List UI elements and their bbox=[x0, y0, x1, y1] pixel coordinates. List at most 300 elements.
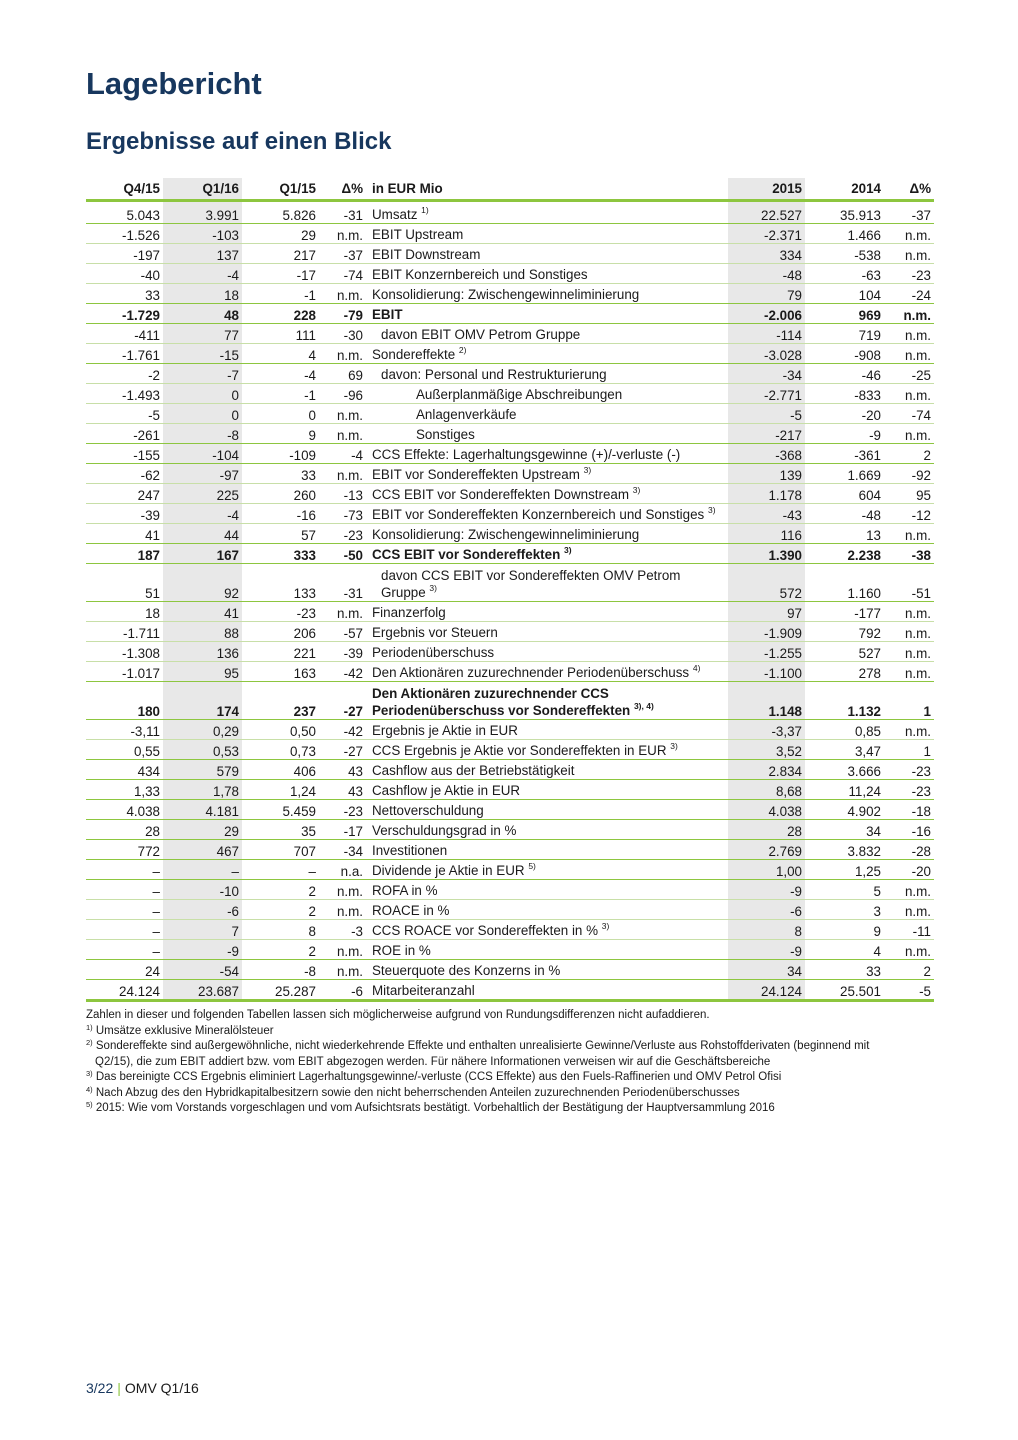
cell-delta-year: 1 bbox=[884, 682, 934, 720]
row-label bbox=[366, 344, 728, 364]
cell-delta-quarter: 69 bbox=[319, 364, 366, 384]
cell-q1-15: -4 bbox=[242, 364, 319, 384]
row-label bbox=[366, 800, 728, 820]
cell-delta-quarter: n.m. bbox=[319, 344, 366, 364]
cell-q4-15: -1.761 bbox=[86, 344, 163, 364]
row-label-text: Außerplanmäßige Abschreibungen bbox=[416, 387, 623, 402]
cell-2014: -48 bbox=[805, 504, 884, 524]
cell-2015: 1.390 bbox=[728, 544, 805, 564]
cell-2014: -9 bbox=[805, 424, 884, 444]
footnote-marker: 2) bbox=[458, 345, 467, 355]
cell-2014: 1.160 bbox=[805, 564, 884, 602]
cell-q4-15: -1.493 bbox=[86, 384, 163, 404]
cell-delta-year: -18 bbox=[884, 800, 934, 820]
cell-2014: 11,24 bbox=[805, 780, 884, 800]
cell-q1-15: 33 bbox=[242, 464, 319, 484]
cell-2015: -2.006 bbox=[728, 304, 805, 324]
row-label bbox=[366, 840, 728, 860]
footnote bbox=[86, 1070, 946, 1086]
row-label-text: Ergebnis vor Steuern bbox=[372, 625, 498, 640]
cell-q4-15: 28 bbox=[86, 820, 163, 840]
footnote-marker: 3) bbox=[563, 545, 572, 555]
cell-2015: 2.834 bbox=[728, 760, 805, 780]
row-label-text: EBIT bbox=[372, 307, 403, 322]
cell-q1-15: 4 bbox=[242, 344, 319, 364]
cell-delta-quarter: n.m. bbox=[319, 880, 366, 900]
table-row bbox=[86, 284, 934, 304]
cell-delta-quarter: -96 bbox=[319, 384, 366, 404]
table-row bbox=[86, 344, 934, 364]
cell-delta-year: n.m. bbox=[884, 224, 934, 244]
column-header: 2014 bbox=[805, 178, 884, 201]
table-row bbox=[86, 384, 934, 404]
cell-2015: -3.028 bbox=[728, 344, 805, 364]
footer-separator: | bbox=[117, 1380, 121, 1396]
cell-q1-16: – bbox=[163, 860, 242, 880]
cell-delta-year: -23 bbox=[884, 760, 934, 780]
cell-2015: -114 bbox=[728, 324, 805, 344]
row-label bbox=[366, 404, 728, 424]
row-label-text: ROFA in % bbox=[372, 883, 438, 898]
cell-delta-quarter: n.m. bbox=[319, 424, 366, 444]
row-label-text: Investitionen bbox=[372, 843, 448, 858]
row-label-text: CCS Effekte: Lagerhaltungsgewinne (+)/-verluste (-) bbox=[372, 447, 681, 462]
cell-2014: 1.466 bbox=[805, 224, 884, 244]
cell-q1-16: 0 bbox=[163, 404, 242, 424]
cell-delta-year: -11 bbox=[884, 920, 934, 940]
cell-q1-16: 167 bbox=[163, 544, 242, 564]
results-table-container bbox=[86, 178, 934, 1002]
cell-delta-year: -92 bbox=[884, 464, 934, 484]
cell-q1-15: -17 bbox=[242, 264, 319, 284]
cell-2014: 1,25 bbox=[805, 860, 884, 880]
cell-2014: 278 bbox=[805, 662, 884, 682]
cell-delta-quarter: -3 bbox=[319, 920, 366, 940]
table-row bbox=[86, 920, 934, 940]
cell-q4-15: 41 bbox=[86, 524, 163, 544]
cell-q1-16: 4.181 bbox=[163, 800, 242, 820]
cell-q1-15: -109 bbox=[242, 444, 319, 464]
table-row bbox=[86, 444, 934, 464]
row-label bbox=[366, 820, 728, 840]
page-footer bbox=[86, 1380, 199, 1396]
cell-q1-16: 579 bbox=[163, 760, 242, 780]
cell-q4-15: 5.043 bbox=[86, 201, 163, 224]
cell-2014: 527 bbox=[805, 642, 884, 662]
cell-q4-15: -2 bbox=[86, 364, 163, 384]
cell-delta-quarter: -31 bbox=[319, 564, 366, 602]
cell-2015: -2.371 bbox=[728, 224, 805, 244]
cell-q1-15: 237 bbox=[242, 682, 319, 720]
cell-q1-15: 2 bbox=[242, 880, 319, 900]
cell-delta-quarter: n.m. bbox=[319, 900, 366, 920]
row-label-text: Ergebnis je Aktie in EUR bbox=[372, 723, 518, 738]
cell-q1-15: 228 bbox=[242, 304, 319, 324]
cell-q1-15: 5.459 bbox=[242, 800, 319, 820]
row-label bbox=[366, 860, 728, 880]
row-label-text: Periodenüberschuss bbox=[372, 645, 495, 660]
row-label-text: EBIT vor Sondereffekten Konzernbereich und Sonstiges bbox=[372, 507, 705, 522]
table-row bbox=[86, 424, 934, 444]
cell-q4-15: -261 bbox=[86, 424, 163, 444]
table-row bbox=[86, 780, 934, 800]
cell-q1-15: 206 bbox=[242, 622, 319, 642]
cell-2015: 79 bbox=[728, 284, 805, 304]
row-label bbox=[366, 980, 728, 1001]
row-label-text: Den Aktionären zuzurechnender Periodenüberschuss bbox=[372, 665, 690, 680]
cell-2014: -833 bbox=[805, 384, 884, 404]
cell-q1-15: 8 bbox=[242, 920, 319, 940]
footnote-marker: 3) bbox=[670, 741, 678, 751]
cell-delta-quarter: n.m. bbox=[319, 224, 366, 244]
cell-2015: -2.771 bbox=[728, 384, 805, 404]
cell-2015: 1.148 bbox=[728, 682, 805, 720]
cell-q4-15: 18 bbox=[86, 602, 163, 622]
table-row bbox=[86, 960, 934, 980]
cell-q1-16: -7 bbox=[163, 364, 242, 384]
footnote-marker: 5) bbox=[528, 861, 536, 871]
footnote-number: 2) bbox=[86, 1038, 93, 1047]
cell-q1-16: 0 bbox=[163, 384, 242, 404]
table-row bbox=[86, 564, 934, 602]
column-header: Δ% bbox=[884, 178, 934, 201]
row-label-text: ROE in % bbox=[372, 943, 431, 958]
footnote-text: Q2/15), die zum EBIT addiert bzw. vom EBIT abgezogen werden. Für nähere Informationen verweisen wir auf die Geschäftsbereiche bbox=[95, 1055, 771, 1068]
footnote bbox=[86, 1055, 946, 1071]
footnote-text: 2015: Wie vom Vorstands vorgeschlagen und vom Aufsichtsrats bestätigt. Vorbehaltlich der Bestätigung der Hauptversammlung 2016 bbox=[95, 1102, 775, 1114]
footnote-marker: 3), 4) bbox=[633, 701, 654, 711]
cell-2014: -20 bbox=[805, 404, 884, 424]
cell-q4-15: -40 bbox=[86, 264, 163, 284]
cell-q1-15: 35 bbox=[242, 820, 319, 840]
row-label-text: davon CCS EBIT vor Sondereffekten OMV Petrom Gruppe bbox=[381, 568, 681, 600]
row-label bbox=[366, 960, 728, 980]
cell-q1-15: 29 bbox=[242, 224, 319, 244]
row-label bbox=[366, 524, 728, 544]
footnote-number: 1) bbox=[86, 1022, 93, 1032]
column-header: Q4/15 bbox=[86, 178, 163, 201]
row-label-text: CCS Ergebnis je Aktie vor Sondereffekten in EUR bbox=[372, 743, 667, 758]
cell-q1-15: -8 bbox=[242, 960, 319, 980]
row-label-text: Konsolidierung: Zwischengewinneliminierung bbox=[372, 287, 640, 302]
row-label bbox=[366, 384, 728, 404]
cell-q1-15: -16 bbox=[242, 504, 319, 524]
cell-2014: -46 bbox=[805, 364, 884, 384]
table-row bbox=[86, 622, 934, 642]
cell-q4-15: -1.017 bbox=[86, 662, 163, 682]
cell-q1-16: 137 bbox=[163, 244, 242, 264]
footnote bbox=[86, 1086, 946, 1102]
cell-2014: 104 bbox=[805, 284, 884, 304]
row-label-text: Mitarbeiteranzahl bbox=[372, 983, 475, 998]
cell-q4-15: – bbox=[86, 880, 163, 900]
row-label bbox=[366, 622, 728, 642]
cell-2015: 28 bbox=[728, 820, 805, 840]
row-label-text: davon EBIT OMV Petrom Gruppe bbox=[381, 327, 581, 342]
cell-q4-15: 434 bbox=[86, 760, 163, 780]
cell-delta-quarter: -50 bbox=[319, 544, 366, 564]
cell-q4-15: 24 bbox=[86, 960, 163, 980]
cell-q1-15: 133 bbox=[242, 564, 319, 602]
row-label bbox=[366, 760, 728, 780]
cell-q4-15: -5 bbox=[86, 404, 163, 424]
cell-2014: 1.132 bbox=[805, 682, 884, 720]
row-label bbox=[366, 780, 728, 800]
table-row bbox=[86, 464, 934, 484]
footnote-number: 3) bbox=[86, 1069, 93, 1078]
cell-delta-quarter: -39 bbox=[319, 642, 366, 662]
table-row bbox=[86, 740, 934, 760]
cell-q4-15: -197 bbox=[86, 244, 163, 264]
cell-delta-year: n.m. bbox=[884, 642, 934, 662]
table-row bbox=[86, 860, 934, 880]
cell-delta-quarter: -57 bbox=[319, 622, 366, 642]
cell-2015: 116 bbox=[728, 524, 805, 544]
cell-delta-year: n.m. bbox=[884, 424, 934, 444]
cell-delta-quarter: -6 bbox=[319, 980, 366, 1001]
cell-delta-year: -23 bbox=[884, 780, 934, 800]
cell-delta-quarter: -37 bbox=[319, 244, 366, 264]
footnote-text: Umsätze exklusive Mineralölsteuer bbox=[95, 1024, 274, 1037]
row-label bbox=[366, 900, 728, 920]
cell-delta-quarter: -23 bbox=[319, 524, 366, 544]
cell-q1-16: 136 bbox=[163, 642, 242, 662]
row-label-text: Cashflow je Aktie in EUR bbox=[372, 783, 521, 798]
row-label bbox=[366, 424, 728, 444]
cell-q1-16: 174 bbox=[163, 682, 242, 720]
table-row bbox=[86, 364, 934, 384]
row-label-text: Verschuldungsgrad in % bbox=[372, 823, 517, 838]
row-label bbox=[366, 464, 728, 484]
table-row bbox=[86, 304, 934, 324]
cell-delta-year: -23 bbox=[884, 264, 934, 284]
cell-delta-quarter: -34 bbox=[319, 840, 366, 860]
cell-delta-year: n.m. bbox=[884, 344, 934, 364]
cell-delta-quarter: n.m. bbox=[319, 464, 366, 484]
footnote-marker: 3) bbox=[707, 505, 716, 515]
cell-2014: 3.666 bbox=[805, 760, 884, 780]
row-label-text: EBIT Upstream bbox=[372, 227, 464, 242]
cell-delta-quarter: n.m. bbox=[319, 960, 366, 980]
cell-2014: 5 bbox=[805, 880, 884, 900]
row-label bbox=[366, 682, 728, 720]
row-label bbox=[366, 284, 728, 304]
cell-2015: -1.255 bbox=[728, 642, 805, 662]
cell-delta-year: 95 bbox=[884, 484, 934, 504]
cell-delta-quarter: -31 bbox=[319, 201, 366, 224]
column-header: Q1/15 bbox=[242, 178, 319, 201]
cell-q4-15: 772 bbox=[86, 840, 163, 860]
table-row bbox=[86, 662, 934, 682]
row-label-text: Den Aktionären zuzurechnender CCS Periodenüberschuss vor Sondereffekten bbox=[372, 686, 631, 718]
cell-q1-15: -23 bbox=[242, 602, 319, 622]
footnote-text: Zahlen in dieser und folgenden Tabellen lassen sich möglicherweise aufgrund von Rundungsdifferenzen nicht aufaddieren. bbox=[86, 1009, 710, 1021]
row-label-text: Sonstiges bbox=[416, 427, 475, 442]
cell-2015: -9 bbox=[728, 880, 805, 900]
cell-q1-15: -1 bbox=[242, 384, 319, 404]
cell-q1-16: -104 bbox=[163, 444, 242, 464]
cell-2015: -43 bbox=[728, 504, 805, 524]
cell-delta-year: 2 bbox=[884, 444, 934, 464]
cell-q1-15: 221 bbox=[242, 642, 319, 662]
row-label bbox=[366, 244, 728, 264]
cell-delta-year: -51 bbox=[884, 564, 934, 602]
cell-q4-15: – bbox=[86, 940, 163, 960]
footnote bbox=[86, 1008, 946, 1024]
row-label-text: CCS EBIT vor Sondereffekten bbox=[372, 547, 561, 562]
cell-2014: 9 bbox=[805, 920, 884, 940]
cell-2015: -3,37 bbox=[728, 720, 805, 740]
footnote-marker: 4) bbox=[692, 663, 701, 673]
row-label bbox=[366, 444, 728, 464]
cell-q1-15: 260 bbox=[242, 484, 319, 504]
cell-2015: -368 bbox=[728, 444, 805, 464]
cell-delta-year: n.m. bbox=[884, 662, 934, 682]
cell-delta-year: n.m. bbox=[884, 384, 934, 404]
row-label-text: Finanzerfolg bbox=[372, 605, 446, 620]
cell-q1-16: 88 bbox=[163, 622, 242, 642]
cell-2015: 1.178 bbox=[728, 484, 805, 504]
cell-delta-year: n.m. bbox=[884, 940, 934, 960]
table-row bbox=[86, 484, 934, 504]
cell-q1-16: 44 bbox=[163, 524, 242, 544]
cell-2014: -361 bbox=[805, 444, 884, 464]
cell-q1-15: 5.826 bbox=[242, 201, 319, 224]
row-label bbox=[366, 264, 728, 284]
cell-2014: 34 bbox=[805, 820, 884, 840]
cell-q4-15: 33 bbox=[86, 284, 163, 304]
cell-delta-year: -38 bbox=[884, 544, 934, 564]
table-row bbox=[86, 760, 934, 780]
cell-2015: 3,52 bbox=[728, 740, 805, 760]
cell-q1-16: -10 bbox=[163, 880, 242, 900]
cell-q1-16: 48 bbox=[163, 304, 242, 324]
cell-delta-year: -25 bbox=[884, 364, 934, 384]
row-label bbox=[366, 662, 728, 682]
cell-delta-quarter: -17 bbox=[319, 820, 366, 840]
cell-q4-15: -1.711 bbox=[86, 622, 163, 642]
cell-delta-quarter: -42 bbox=[319, 720, 366, 740]
cell-q1-16: 0,53 bbox=[163, 740, 242, 760]
cell-2014: 969 bbox=[805, 304, 884, 324]
cell-2014: -63 bbox=[805, 264, 884, 284]
cell-2015: 97 bbox=[728, 602, 805, 622]
cell-q4-15: -62 bbox=[86, 464, 163, 484]
column-header: in EUR Mio bbox=[366, 178, 728, 201]
row-label bbox=[366, 201, 728, 224]
cell-q1-15: -1 bbox=[242, 284, 319, 304]
cell-2014: 3,47 bbox=[805, 740, 884, 760]
cell-q4-15: -155 bbox=[86, 444, 163, 464]
cell-q4-15: 1,33 bbox=[86, 780, 163, 800]
cell-q1-15: 25.287 bbox=[242, 980, 319, 1001]
footnote-number: 5) bbox=[86, 1100, 93, 1109]
table-row bbox=[86, 524, 934, 544]
cell-q1-16: -4 bbox=[163, 504, 242, 524]
cell-q4-15: 0,55 bbox=[86, 740, 163, 760]
cell-q4-15: -1.729 bbox=[86, 304, 163, 324]
cell-2014: -538 bbox=[805, 244, 884, 264]
cell-q1-16: 95 bbox=[163, 662, 242, 682]
cell-2014: 604 bbox=[805, 484, 884, 504]
row-label bbox=[366, 720, 728, 740]
table-row bbox=[86, 504, 934, 524]
cell-delta-quarter: -23 bbox=[319, 800, 366, 820]
row-label-text: EBIT Konzernbereich und Sonstiges bbox=[372, 267, 588, 282]
cell-2015: 334 bbox=[728, 244, 805, 264]
cell-delta-year: -16 bbox=[884, 820, 934, 840]
row-label-text: ROACE in % bbox=[372, 903, 450, 918]
footnote bbox=[86, 1101, 946, 1117]
row-label bbox=[366, 364, 728, 384]
cell-delta-year: n.m. bbox=[884, 602, 934, 622]
footnote-text: Nach Abzug des den Hybridkapitalbesitzern sowie den nicht beherrschenden Anteilen zuzurechnenden Periodenüberschusses bbox=[95, 1086, 740, 1099]
cell-q4-15: 4.038 bbox=[86, 800, 163, 820]
cell-q1-16: 467 bbox=[163, 840, 242, 860]
table-row bbox=[86, 201, 934, 224]
cell-2015: -6 bbox=[728, 900, 805, 920]
cell-q1-16: -4 bbox=[163, 264, 242, 284]
cell-q4-15: -1.308 bbox=[86, 642, 163, 662]
cell-2015: 8,68 bbox=[728, 780, 805, 800]
cell-2015: 34 bbox=[728, 960, 805, 980]
cell-delta-year: -12 bbox=[884, 504, 934, 524]
document-name: OMV Q1/16 bbox=[124, 1380, 199, 1396]
cell-q1-15: 406 bbox=[242, 760, 319, 780]
cell-q1-16: 3.991 bbox=[163, 201, 242, 224]
cell-delta-quarter: n.m. bbox=[319, 602, 366, 622]
cell-q1-16: 92 bbox=[163, 564, 242, 602]
cell-2015: 139 bbox=[728, 464, 805, 484]
table-row bbox=[86, 940, 934, 960]
cell-delta-year: -20 bbox=[884, 860, 934, 880]
cell-delta-year: n.m. bbox=[884, 524, 934, 544]
table-row bbox=[86, 720, 934, 740]
cell-q4-15: -1.526 bbox=[86, 224, 163, 244]
cell-2014: 4.902 bbox=[805, 800, 884, 820]
table-row bbox=[86, 840, 934, 860]
table-row bbox=[86, 324, 934, 344]
cell-q1-15: 2 bbox=[242, 940, 319, 960]
row-label-text: davon: Personal und Restrukturierung bbox=[381, 367, 607, 382]
table-row bbox=[86, 820, 934, 840]
row-label-text: Nettoverschuldung bbox=[372, 803, 484, 818]
table-row bbox=[86, 682, 934, 720]
cell-delta-quarter: -27 bbox=[319, 682, 366, 720]
cell-2015: -5 bbox=[728, 404, 805, 424]
cell-delta-quarter: -30 bbox=[319, 324, 366, 344]
cell-delta-year: -37 bbox=[884, 201, 934, 224]
cell-q1-15: 2 bbox=[242, 900, 319, 920]
cell-2014: 3 bbox=[805, 900, 884, 920]
footnotes bbox=[86, 1008, 946, 1117]
row-label bbox=[366, 564, 728, 602]
row-label bbox=[366, 504, 728, 524]
cell-q1-16: 23.687 bbox=[163, 980, 242, 1001]
row-label-text: CCS EBIT vor Sondereffekten Downstream bbox=[372, 487, 630, 502]
cell-q1-15: 333 bbox=[242, 544, 319, 564]
cell-q4-15: 187 bbox=[86, 544, 163, 564]
table-row bbox=[86, 980, 934, 1001]
cell-delta-quarter: n.m. bbox=[319, 284, 366, 304]
cell-q4-15: -411 bbox=[86, 324, 163, 344]
cell-q1-16: 41 bbox=[163, 602, 242, 622]
cell-2014: 2.238 bbox=[805, 544, 884, 564]
page-number: 3/22 bbox=[86, 1380, 114, 1396]
page-title: Lagebericht bbox=[86, 66, 262, 101]
cell-2015: 2.769 bbox=[728, 840, 805, 860]
row-label-text: CCS ROACE vor Sondereffekten in % bbox=[372, 923, 599, 938]
